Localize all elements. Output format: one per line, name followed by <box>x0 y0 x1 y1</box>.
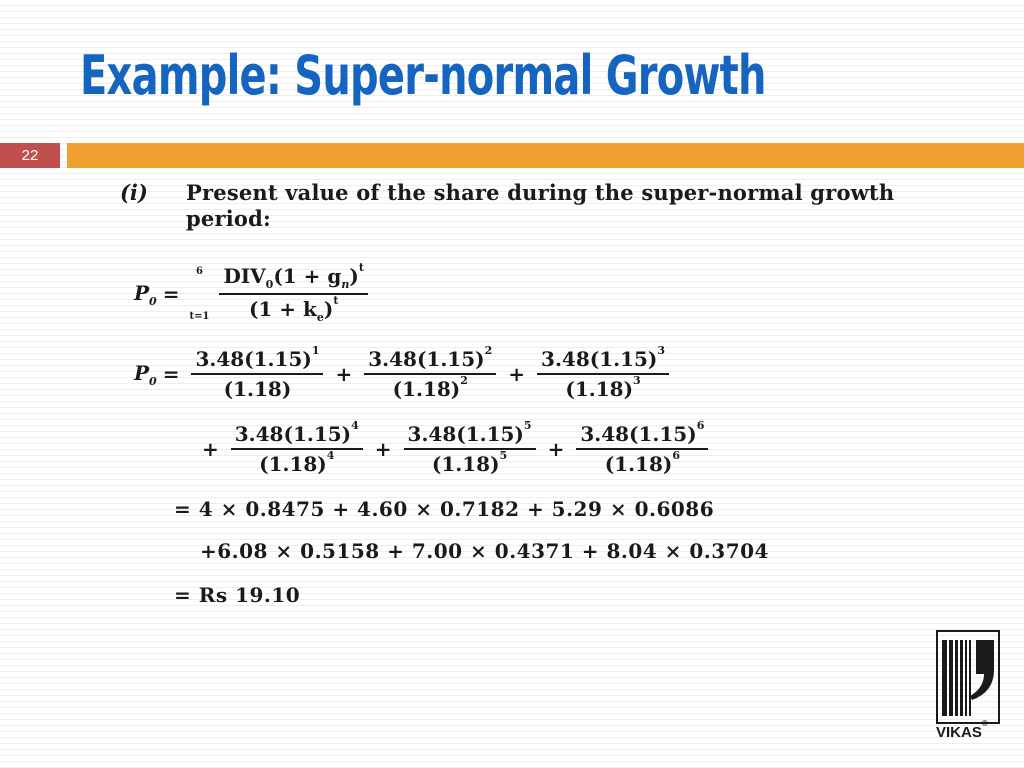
general-numerator: $DIV_0(1 + g_n)^t$ <box>219 264 367 295</box>
term-fraction <box>537 344 669 401</box>
expansion-row-1 <box>134 344 675 401</box>
expansion-row-2 <box>196 419 714 476</box>
general-denominator: $(1 + k_e)^t$ <box>248 294 339 324</box>
page-title: Example: Super-normal Growth <box>80 44 766 107</box>
term-numerator: $3.48(1.15)^1$ <box>191 347 323 375</box>
term-numerator: $3.48(1.15)^4$ <box>231 422 363 450</box>
term-fraction <box>404 419 536 476</box>
term-numerator: $3.48(1.15)^6$ <box>576 422 708 450</box>
term-fraction <box>576 419 708 476</box>
expansion-lhs: $P_0$ <box>134 360 157 388</box>
term-denominator: $(1.18)^3$ <box>565 374 641 401</box>
term-denominator: (1.18) <box>223 377 292 401</box>
result-line: = Rs 19.10 <box>174 583 301 607</box>
vikas-logo-text: VIKAS® <box>936 719 988 741</box>
term-denominator: $(1.18)^2$ <box>392 374 468 401</box>
plus-sign: + <box>202 437 219 461</box>
equals-sign: = <box>162 282 180 306</box>
equals-sign: = <box>162 362 180 386</box>
general-formula <box>134 261 374 324</box>
term-fraction <box>191 344 323 401</box>
intro-text: Present value of the share during the super-normal growth period: <box>186 180 895 231</box>
item-label: (i) <box>120 180 148 205</box>
term-numerator: $3.48(1.15)^2$ <box>364 347 496 375</box>
term-denominator: $(1.18)^4$ <box>259 449 335 476</box>
term-numerator: $3.48(1.15)^3$ <box>537 347 669 375</box>
accent-bar <box>67 143 1024 168</box>
summation-limits <box>189 266 209 322</box>
plus-sign: + <box>547 437 565 461</box>
term-numerator: $3.48(1.15)^5$ <box>404 422 536 450</box>
formula-lhs: $P_0$ <box>134 280 157 308</box>
term-denominator: $(1.18)^5$ <box>431 449 508 476</box>
products-line-2: +6.08 × 0.5158 + 7.00 × 0.4371 + 8.04 × 0.3704 <box>200 539 769 563</box>
plus-sign: + <box>374 437 392 461</box>
term-fraction <box>231 419 363 476</box>
sum-lower-limit: t=1 <box>189 311 210 322</box>
plus-sign: + <box>335 362 353 386</box>
slide-number: 22 <box>0 143 60 168</box>
term-fraction <box>364 344 496 401</box>
plus-sign: + <box>508 362 526 386</box>
sum-upper-limit: 6 <box>195 266 203 277</box>
general-fraction <box>219 261 367 324</box>
products-line-1: = 4 × 0.8475 + 4.60 × 0.7182 + 5.29 × 0.6086 <box>174 497 715 521</box>
term-denominator: $(1.18)^6$ <box>604 449 680 476</box>
